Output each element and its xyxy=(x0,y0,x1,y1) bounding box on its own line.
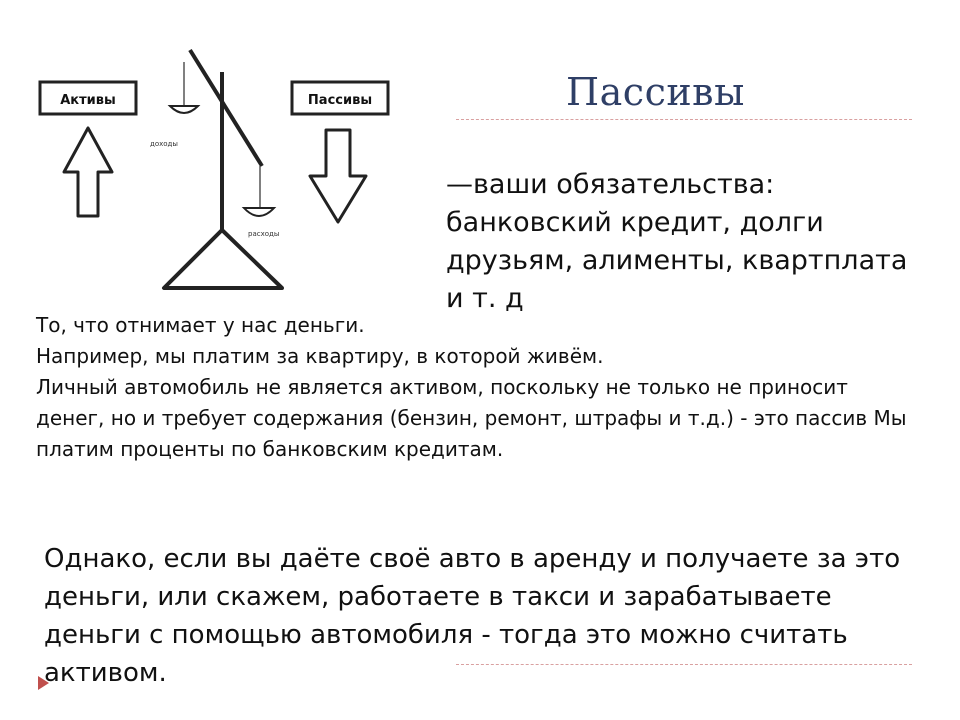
right-pan-icon xyxy=(244,208,274,216)
slide-title: Пассивы xyxy=(566,70,745,114)
balance-diagram xyxy=(30,40,410,300)
bullet-triangle-icon xyxy=(38,676,49,690)
note-text: Однако, если вы даёте своё авто в аренду и получаете за это деньги, или скажем, работаете в такси и зарабатываете деньги с помощью автомобиля - тогда это можно считать активом. xyxy=(44,544,901,688)
assets-label: Активы xyxy=(60,93,116,108)
body-line: Например, мы платим за квартиру, в которой живём. xyxy=(36,344,604,368)
scale-beam xyxy=(190,50,262,166)
up-arrow-icon xyxy=(64,128,112,216)
definition-text: —ваши обязательства: банковский кредит, долги друзьям, алименты, квартплата и т. д xyxy=(446,169,908,314)
scale-base-icon xyxy=(164,230,282,288)
right-pan-label: расходы xyxy=(248,230,280,238)
body-line: То, что отнимает у нас деньги. xyxy=(36,313,365,337)
liabilities-label: Пассивы xyxy=(307,93,373,108)
body-line: Личный автомобиль не является активом, поскольку не только не приносит денег, но и требует содержания (бензин, ремонт, штрафы и т.д.) - это пассив Мы платим проценты по банковским кредитам. xyxy=(36,375,907,461)
left-pan-icon xyxy=(170,106,198,113)
bottom-divider xyxy=(456,664,912,665)
title-divider xyxy=(456,119,912,120)
down-arrow-icon xyxy=(310,130,366,222)
body-text xyxy=(36,310,916,465)
left-pan-label: доходы xyxy=(150,140,178,148)
